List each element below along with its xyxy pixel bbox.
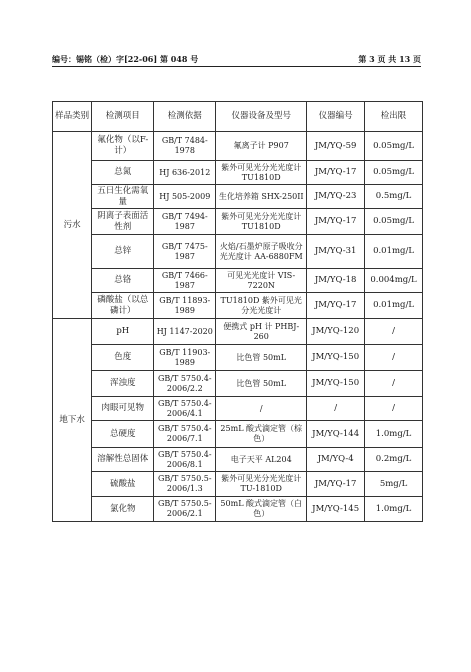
test-item-cell: 溶解性总固体 (92, 448, 154, 472)
table-row (53, 472, 423, 497)
instrument-cell: 紫外可见光分光光度计 TU-1810D (216, 472, 307, 497)
test-basis-cell: GB/T 5750.4-2006/8.1 (154, 448, 216, 472)
instrument-code-cell: JM/YQ-17 (307, 472, 365, 497)
test-basis-cell: GB/T 7475-1987 (154, 235, 216, 269)
detection-limit-cell: 0.004mg/L (365, 269, 423, 293)
test-item-cell: 总硬度 (92, 421, 154, 448)
test-basis-cell: GB/T 5750.4-2006/4.1 (154, 397, 216, 421)
instrument-cell: 25mL 酸式滴定管（棕色） (216, 421, 307, 448)
detection-limit-cell: 1.0mg/L (365, 497, 423, 522)
instrument-cell: 便携式 pH 计 PHBJ-260 (216, 319, 307, 345)
table-row (53, 421, 423, 448)
detection-limit-cell: / (365, 345, 423, 371)
instrument-code-cell: JM/YQ-120 (307, 319, 365, 345)
detection-limit-cell: 0.01mg/L (365, 293, 423, 319)
instrument-cell: 生化培养箱 SHX-250II (216, 185, 307, 209)
table-row (53, 161, 423, 185)
instrument-code-cell: / (307, 397, 365, 421)
test-item-cell: 氟化物（以F-计） (92, 132, 154, 161)
test-item-cell: 氯化物 (92, 497, 154, 522)
test-item-cell: 总氮 (92, 161, 154, 185)
instrument-cell: 火焰/石墨炉原子吸收分光光度计 AA-6880FM (216, 235, 307, 269)
table-row (53, 132, 423, 161)
test-item-cell: 阴离子表面活性剂 (92, 209, 154, 235)
test-basis-cell: GB/T 5750.4-2006/7.1 (154, 421, 216, 448)
test-item-cell: 色度 (92, 345, 154, 371)
test-basis-cell: GB/T 11893-1989 (154, 293, 216, 319)
detection-limit-cell: 0.2mg/L (365, 448, 423, 472)
test-basis-cell: GB/T 5750.5-2006/1.3 (154, 472, 216, 497)
column-header-category: 样品类别 (53, 102, 92, 132)
table-row (53, 293, 423, 319)
test-item-cell: 肉眼可见物 (92, 397, 154, 421)
sample-category-cell: 污水 (53, 132, 92, 319)
instrument-code-cell: JM/YQ-150 (307, 345, 365, 371)
instrument-code-cell: JM/YQ-17 (307, 209, 365, 235)
test-item-cell: 五日生化需氧量 (92, 185, 154, 209)
test-basis-cell: GB/T 7494-1987 (154, 209, 216, 235)
instrument-cell: / (216, 397, 307, 421)
instrument-cell: 比色管 50mL (216, 371, 307, 397)
instrument-code-cell: JM/YQ-17 (307, 293, 365, 319)
instrument-cell: TU1810D 紫外可见光分光光度计 (216, 293, 307, 319)
table-row (53, 235, 423, 269)
table-row (53, 345, 423, 371)
instrument-code-cell: JM/YQ-59 (307, 132, 365, 161)
detection-limit-cell: 5mg/L (365, 472, 423, 497)
sample-category-cell: 地下水 (53, 319, 92, 522)
test-basis-cell: HJ 505-2009 (154, 185, 216, 209)
table-row (53, 209, 423, 235)
test-item-cell: 磷酸盐（以总磷计） (92, 293, 154, 319)
detection-limit-cell: 1.0mg/L (365, 421, 423, 448)
table-body (53, 132, 423, 522)
test-item-cell: 总铬 (92, 269, 154, 293)
detection-limit-cell: 0.05mg/L (365, 161, 423, 185)
instrument-cell: 比色管 50mL (216, 345, 307, 371)
instrument-code-cell: JM/YQ-23 (307, 185, 365, 209)
instrument-code-cell: JM/YQ-18 (307, 269, 365, 293)
detection-limit-cell: 0.01mg/L (365, 235, 423, 269)
detection-limit-cell: 0.05mg/L (365, 209, 423, 235)
instrument-cell: 电子天平 AL204 (216, 448, 307, 472)
table-row (53, 497, 423, 522)
report-number: 编号：锡铭（检）字[22-06] 第 048 号 (52, 54, 199, 64)
column-header-instrument: 仪器设备及型号 (216, 102, 307, 132)
column-header-basis: 检测依据 (154, 102, 216, 132)
column-header-detection-limit: 检出限 (365, 102, 423, 132)
detection-limit-cell: / (365, 371, 423, 397)
column-header-instrument-code: 仪器编号 (307, 102, 365, 132)
table-row (53, 448, 423, 472)
instrument-cell: 紫外可见光分光光度计 TU1810D (216, 209, 307, 235)
test-basis-cell: GB/T 7466-1987 (154, 269, 216, 293)
instrument-code-cell: JM/YQ-145 (307, 497, 365, 522)
header-divider (52, 66, 421, 67)
instrument-code-cell: JM/YQ-31 (307, 235, 365, 269)
test-basis-cell: HJ 636-2012 (154, 161, 216, 185)
table-header-row (53, 102, 423, 132)
test-basis-cell: GB/T 5750.4-2006/2.2 (154, 371, 216, 397)
test-basis-cell: GB/T 11903-1989 (154, 345, 216, 371)
instrument-cell: 可见光光度计 VIS-7220N (216, 269, 307, 293)
test-basis-cell: GB/T 5750.5-2006/2.1 (154, 497, 216, 522)
detection-limit-cell: / (365, 319, 423, 345)
test-item-cell: 硫酸盐 (92, 472, 154, 497)
instrument-cell: 紫外可见光分光光度计 TU1810D (216, 161, 307, 185)
instrument-code-cell: JM/YQ-144 (307, 421, 365, 448)
instrument-cell: 氟离子计 P907 (216, 132, 307, 161)
test-item-cell: pH (92, 319, 154, 345)
table-row (53, 319, 423, 345)
detection-limit-cell: 0.5mg/L (365, 185, 423, 209)
table-row (53, 269, 423, 293)
test-item-cell: 总锌 (92, 235, 154, 269)
table-row (53, 397, 423, 421)
detection-limit-cell: / (365, 397, 423, 421)
test-methods-table (52, 101, 423, 522)
table-row (53, 185, 423, 209)
detection-limit-cell: 0.05mg/L (365, 132, 423, 161)
test-item-cell: 浑浊度 (92, 371, 154, 397)
instrument-code-cell: JM/YQ-17 (307, 161, 365, 185)
instrument-code-cell: JM/YQ-4 (307, 448, 365, 472)
column-header-item: 检测项目 (92, 102, 154, 132)
page-info: 第 3 页 共 13 页 (358, 54, 421, 64)
test-basis-cell: HJ 1147-2020 (154, 319, 216, 345)
instrument-code-cell: JM/YQ-150 (307, 371, 365, 397)
test-basis-cell: GB/T 7484-1978 (154, 132, 216, 161)
instrument-cell: 50mL 酸式滴定管（白色） (216, 497, 307, 522)
table-row (53, 371, 423, 397)
